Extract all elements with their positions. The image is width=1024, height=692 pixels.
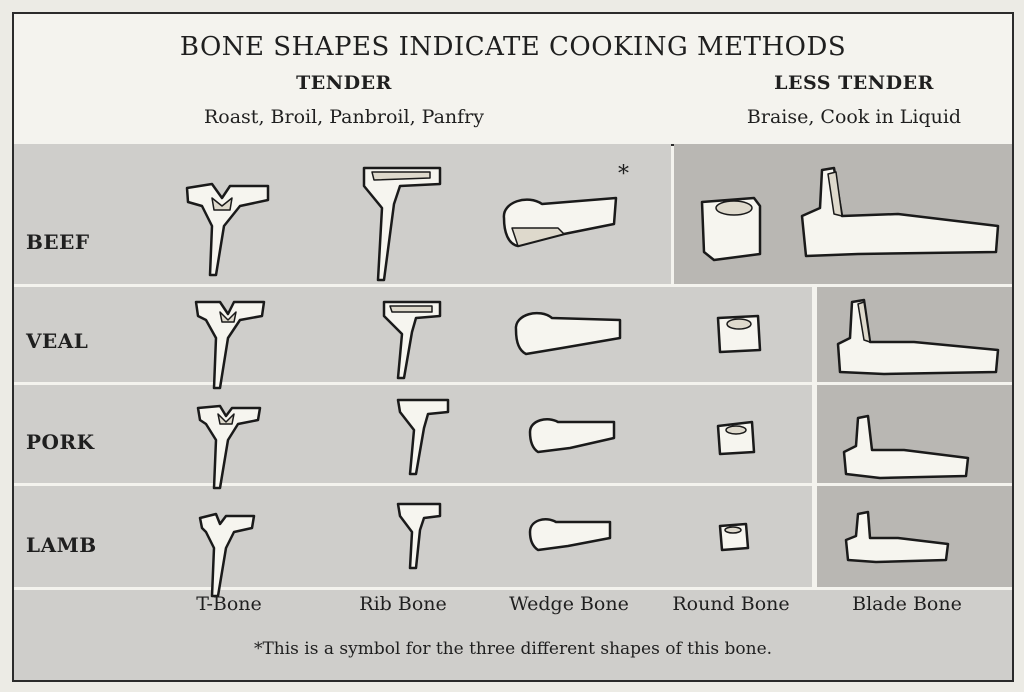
beef-blade-bone-icon [798, 164, 1012, 264]
beef-wedge-bone-icon [498, 188, 622, 258]
pork-t-bone-icon [194, 402, 264, 490]
veal-t-bone-icon [192, 298, 268, 390]
lamb-wedge-bone-icon [524, 512, 616, 558]
veal-round-bone-icon [714, 310, 764, 356]
column-label-blade-bone: Blade Bone [852, 593, 962, 615]
row-label-lamb: LAMB [26, 533, 97, 557]
less-tender-methods: Braise, Cook in Liquid [746, 106, 962, 128]
pork-blade-bone-icon [840, 412, 974, 484]
veal-rib-bone-icon [380, 298, 446, 380]
chart-frame [12, 12, 1014, 682]
column-label-round-bone: Round Bone [672, 593, 790, 615]
less-tender-heading: LESS TENDER [774, 72, 934, 94]
lamb-round-bone-icon [716, 520, 752, 554]
page-title: BONE SHAPES INDICATE COOKING METHODS [179, 32, 847, 62]
beef-rib-bone-icon [360, 164, 450, 282]
lamb-rib-bone-icon [394, 500, 444, 572]
veal-wedge-bone-icon [510, 304, 626, 360]
asterisk-mark: * [618, 162, 629, 187]
row-label-veal: VEAL [26, 329, 89, 353]
tender-methods: Roast, Broil, Panbroil, Panfry [203, 106, 484, 128]
footnote: *This is a symbol for the three different shapes of this bone. [253, 639, 773, 659]
bone-grid [14, 144, 1012, 680]
tender-header [164, 72, 524, 128]
pork-rib-bone-icon [394, 396, 454, 476]
row-label-beef: BEEF [26, 230, 90, 254]
pork-wedge-bone-icon [524, 410, 620, 460]
row-label-pork: PORK [26, 430, 95, 454]
tender-heading: TENDER [296, 72, 392, 94]
column-label-wedge-bone: Wedge Bone [509, 593, 629, 615]
beef-t-bone-icon [182, 180, 272, 280]
beef-round-bone-icon [698, 190, 764, 262]
lamb-blade-bone-icon [842, 508, 954, 568]
column-label-t-bone: T-Bone [196, 593, 262, 615]
column-label-rib-bone: Rib Bone [359, 593, 447, 615]
less-tender-header [704, 72, 1004, 128]
header [14, 14, 1012, 146]
veal-blade-bone-icon [834, 294, 1004, 380]
lamb-t-bone-icon [196, 508, 258, 600]
pork-round-bone-icon [714, 418, 758, 458]
